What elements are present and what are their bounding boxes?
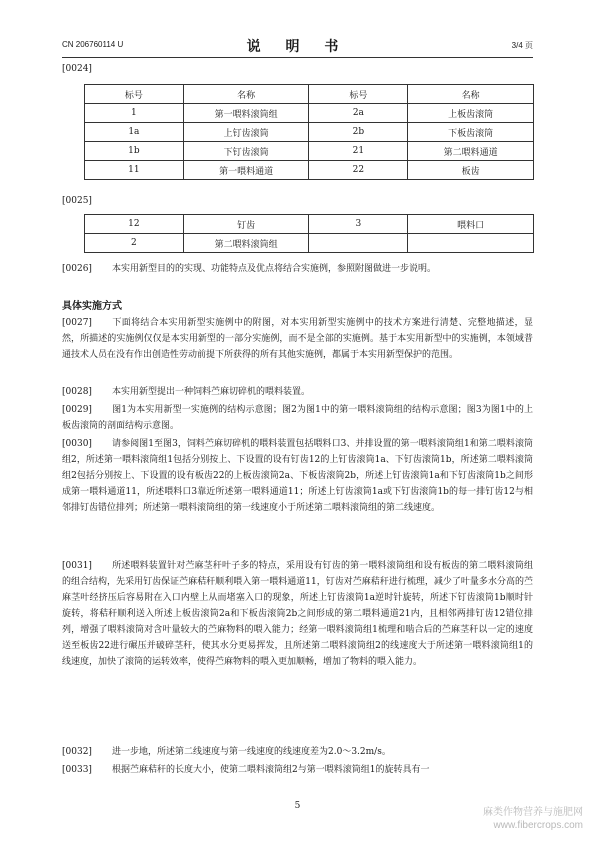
paragraph-number: [0031]: [62, 561, 92, 571]
paragraph-text: 本实用新型目的的实现、功能特点及优点将结合实施例，参照附图做进一步说明。: [112, 264, 437, 274]
paragraph-0027: [62, 315, 533, 363]
paragraph-0033: [62, 762, 533, 778]
table-cell: 上板齿滚筒: [408, 104, 534, 123]
table-header-cell: 名称: [183, 85, 309, 104]
paragraph-number-0024: [0024]: [62, 64, 92, 74]
table-cell: 下板齿滚筒: [408, 123, 534, 142]
table-row: [85, 234, 534, 253]
table-cell: 21: [309, 142, 408, 161]
paragraph-number-0025: [0025]: [62, 196, 92, 206]
paragraph-0029: [62, 402, 533, 434]
table-row: [85, 161, 534, 180]
paragraph-0028: [62, 384, 533, 400]
table-cell: 2b: [309, 123, 408, 142]
paragraph-number: [0028]: [62, 387, 92, 397]
table-cell: 12: [85, 215, 184, 234]
patent-number: CN 206760114 U: [62, 40, 124, 49]
section-heading: 具体实施方式: [62, 301, 122, 312]
table-cell: 第二喂料通道: [408, 142, 534, 161]
table-cell: 钉齿: [183, 215, 309, 234]
document-title: 说 明 书: [246, 39, 349, 55]
paragraph-text: 本实用新型提出一种饲料苎麻切碎机的喂料装置。: [112, 387, 311, 397]
watermark-line-2: www.fibercrops.com: [493, 820, 583, 831]
table-header-cell: 名称: [408, 85, 534, 104]
page-number: 5: [294, 801, 301, 811]
paragraph-number: [0032]: [62, 747, 92, 757]
paragraph-0026: [62, 261, 533, 277]
watermark-line-1: 麻类作物营养与施肥网: [483, 807, 583, 818]
table-header-row: [85, 85, 534, 104]
table-row: [85, 104, 534, 123]
paragraph-text: 根据苎麻秸秆的长度大小，使第二喂料滚筒组2与第一喂料滚筒组1的旋转具有一: [112, 765, 430, 775]
paragraph-text: 所述喂料装置针对苎麻茎秆叶子多的特点，采用设有钉齿的第一喂料滚筒组和设有板齿的第二喂料滚筒组的组合结构，先采用钉齿保证苎麻秸秆顺利喂入第一喂料通道11，钉齿对苎麻秸秆进行梳理，减少了叶量多水分高的苎麻茎叶经挤压后容易附在入口内壁上从而堵塞入口的现象，所述上钉齿滚筒1a逆时针旋转，所述下钉齿滚筒1b顺时针旋转，将秸秆顺利送入所述上板齿滚筒2a和下板齿滚筒2b之间形成的第二喂料通道21内，且相邻两排钉齿12错位排列，增强了喂料滚筒对含叶量较大的苎麻物料的喂入能力；经第一喂料滚筒组1梳理和啮合后的苎麻茎秆以一定的速度送至板齿22进行碾压并破碎茎秆，使其水分更易挥发，且所述第二喂料滚筒组2的线速度大于所述第一喂料滚筒组1的线速度，加快了滚筒的运转效率，使得苎麻物料的喂入更加顺畅，增加了物料的喂入能力。: [62, 561, 533, 667]
table-cell: 喂料口: [408, 215, 534, 234]
table-cell: [408, 234, 534, 253]
paragraph-0030: [62, 436, 533, 516]
page-indicator: 3/4 页: [511, 41, 533, 50]
table-cell: 板齿: [408, 161, 534, 180]
page-header: [62, 36, 533, 56]
table-cell: 1a: [85, 123, 184, 142]
table-cell: 1: [85, 104, 184, 123]
table-row: [85, 142, 534, 161]
table-cell: 2: [85, 234, 184, 253]
table-cell: 3: [309, 215, 408, 234]
table-cell: 第一喂料滚筒组: [183, 104, 309, 123]
table-cell: 第二喂料滚筒组: [183, 234, 309, 253]
table-cell: 1b: [85, 142, 184, 161]
paragraph-0031: [62, 558, 533, 670]
paragraph-text: 进一步地，所述第二线速度与第一线速度的线速度差为2.0～3.2m/s。: [112, 747, 391, 757]
table-cell: 2a: [309, 104, 408, 123]
paragraph-0032: [62, 744, 533, 760]
table-header-cell: 标号: [309, 85, 408, 104]
table-row: [85, 123, 534, 142]
reference-table-2: [84, 214, 534, 253]
table-cell: 上钉齿滚筒: [183, 123, 309, 142]
table-cell: 22: [309, 161, 408, 180]
header-divider: [62, 57, 533, 58]
reference-table-1: [84, 84, 534, 180]
table-row: [85, 215, 534, 234]
table-cell: 第一喂料通道: [183, 161, 309, 180]
paragraph-text: 请参阅图1至图3，饲料苎麻切碎机的喂料装置包括喂料口3、并排设置的第一喂料滚筒组1和第二喂料滚筒组2，所述第一喂料滚筒组1包括分别按上、下设置的设有钉齿12的上钉齿滚筒1a、下钉齿滚筒1b，所述第二喂料滚筒组2包括分别按上、下设置的设有板齿22的上板齿滚筒2a、下板齿滚筒2b，所述上钉齿滚筒1a和下钉齿滚筒1b之间形成第一喂料通道11，所述喂料口3靠近所述第一喂料通道11；所述上钉齿滚筒1a或下钉齿滚筒1b的每一排钉齿12与相邻排钉齿错位排列；所述第一喂料滚筒组的第一线速度小于所述第二喂料滚筒组的第二线速度。: [62, 439, 533, 513]
table-cell: 11: [85, 161, 184, 180]
table-cell: 下钉齿滚筒: [183, 142, 309, 161]
paragraph-text: 图1为本实用新型一实施例的结构示意图；图2为图1中的第一喂料滚筒组的结构示意图；图3为图1中的上板齿滚筒的剖面结构示意图。: [62, 405, 533, 431]
table-cell: [309, 234, 408, 253]
table-header-cell: 标号: [85, 85, 184, 104]
paragraph-number: [0027]: [62, 318, 92, 328]
paragraph-text: 下面将结合本实用新型实施例中的附图，对本实用新型实施例中的技术方案进行清楚、完整地描述，显然，所描述的实施例仅仅是本实用新型的一部分实施例，而不是全部的实施例。基于本实用新型中的实施例，本领域普通技术人员在没有作出创造性劳动前提下所获得的所有其他实施例，都属于本实用新型保护的范围。: [62, 318, 533, 360]
paragraph-number: [0029]: [62, 405, 92, 415]
watermark: [483, 806, 583, 832]
paragraph-number: [0026]: [62, 264, 92, 274]
paragraph-number: [0033]: [62, 765, 92, 775]
paragraph-number: [0030]: [62, 439, 92, 449]
